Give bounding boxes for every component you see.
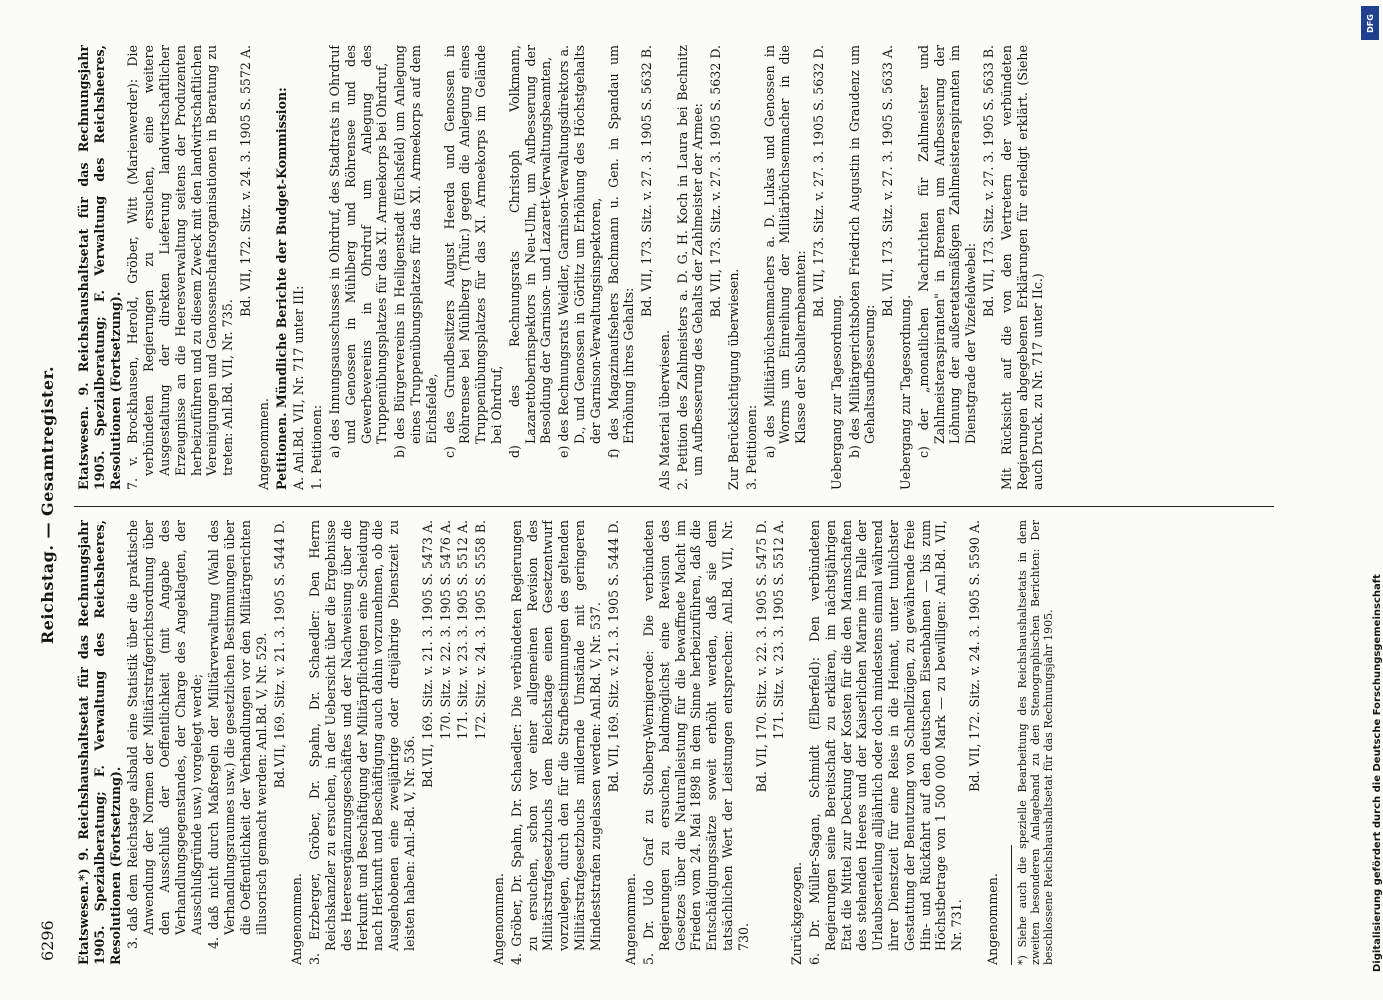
reference: 172. Sitz. v. 24. 3. 1905 S. 5558 B. (473, 520, 489, 740)
left-column (76, 520, 1276, 965)
petition-item: a) des Innungsausschusses in Ohrdruf, des Stadtrats in Ohrdruf und Genossen in Mühlberg und Röhrensee und des Gewerbevereins in Ohrdruf um Anlegung des Truppenübungsplatzes für das XI. Armeekorps bei Ohrdruf, (326, 45, 390, 458)
petition-item: f) des Magazinaufsehers Bachmann u. Gen. in Spandau um Erhöhung ihres Gehalts: (605, 45, 637, 458)
reference: Bd. VII, 173. Sitz. v. 27. 3. 1905 S. 5633 B. (981, 45, 997, 318)
reference: Bd. VII, 170. Sitz. v. 22. 3. 1905 S. 5475 D. (753, 520, 769, 793)
dfg-logo-text: DFG (1365, 13, 1375, 33)
resolution-item: 3. daß dem Reichstage alsbald eine Statistik über die praktische Anwendung der Normen der Militärstrafgerichtsordnung über den Ausschluß der Oeffentlichkeit (mit Angabe des Verhandlungsgegenstandes, der Charge des Angeklagten, der Ausschlußgründe usw.) vorgelegt werde; (125, 520, 204, 949)
petition-group: 3. Petitionen: (743, 404, 759, 490)
footnote-rule (1011, 845, 1012, 965)
dfg-logo (1361, 6, 1379, 40)
footnote: *) Siehe auch die spezielle Bearbeitung des Reichshaushaltsetats in dem zweiten besonderen Anlageband zu den Stenographischen Berichten: Der beschlossene Reichshaushaltsetat für das Rechnungsjahr 1905. (1015, 520, 1055, 965)
credit-text: Digitalisierung gefördert durch die Deutsche Forschungsgemeinschaft (1372, 574, 1383, 972)
digitization-credit (1345, 12, 1383, 992)
outcome: Als Material überwiesen. (656, 329, 672, 490)
reference: Bd.VII, 169. Sitz. v. 21. 3. 1905 S. 5444 D. (271, 520, 287, 789)
petition-item: a) des Militärbüchsenmachers a. D. Lukas und Genossen in Worms um Einreihung der Militärbüchsenmacher in die Klasse der Subalternbeamten: (761, 45, 809, 458)
resolution-item: 4. daß nicht durch Maßregeln der Militärverwaltung (Wahl des Verhandlungsraumes usw.) die gesetzlichen Bestimmungen über die Oeffentlichkeit der Verhandlungen vor den Militärgerichten illusorisch gemacht werden: Anl.Bd. V, Nr. 529. (206, 520, 269, 949)
petition-item: e) des Rechnungsrats Weidler, Garnison-Verwaltungsdirektors a. D., und Genossen in Görlitz um Erhöhung des Höchstgehalts der Garnison-Verwaltungsinspektoren, (556, 45, 603, 458)
reference: Bd. VII, 173. Sitz. v. 27. 3. 1905 S. 5632 B. (639, 45, 655, 318)
resolution-item: 6. Dr. Müller-Sagan, Schmidt (Elberfeld): Den verbündeten Regierungen seine Bereitschaft zu erklären, im nächstjährigen Etat die Mittel zur Deckung der Kosten für die den Mannschaften des stehenden Heeres und der Kaiserlichen Marine im Falle der Urlaubserteilung alljährlich oder doch mindestens einmal während ihrer Dienstzeit für eine Reise in die Heimat, unter tunlichster Gestattung der Benutzung von Schnellzügen, zu gewährende freie Hin- und Rückfahrt auf den deutschen Eisenbahnen — bis zum Höchstbetrage von 1 500 000 Mark — zu bewilligen: Anl.Bd. VII, Nr. 731. (807, 520, 965, 965)
reference: Bd. VII, 173. Sitz. v. 27. 3. 1905 S. 5632 D. (811, 45, 827, 318)
subsection-label: A. Anl.Bd. VII, Nr. 717 unter III: (291, 285, 307, 490)
subsection-heading: Petitionen. Mündliche Berichte der Budget-Kommission: (273, 87, 289, 490)
section-heading: Etatswesen.*) 9. Reichshaushaltsetat für das Rechnungsjahr 1905. Spezialberatung; F. Verwaltung des Reichsheeres, Resolutionen (Fortsetzung). (76, 520, 123, 965)
reference: 171. Sitz. v. 23. 3. 1905 S. 5512 A. (455, 520, 471, 740)
outcome: Angenommen. (490, 873, 506, 965)
outcome: Angenommen. (289, 873, 305, 965)
column-divider (74, 506, 1274, 507)
resolution-item: 5. Dr. Udo Graf zu Stolberg-Wernigerode: Die verbündeten Regierungen zu ersuchen, baldmöglichst eine Revision des Gesetzes über die Naturalleistung für die bewaffnete Macht im Frieden vom 24. Mai 1898 in dem Sinne herbeizuführen, daß die Entschädigungssätze soweit erhöht werden, daß sie dem tatsächlichen Wert der Leistungen entsprechen: Anl.Bd. VII, Nr. 730. (641, 520, 751, 965)
outcome: Uebergang zur Tagesordnung. (898, 294, 914, 490)
page-title: Reichstag. — Gesamtregister. (38, 365, 57, 645)
reference: 170. Sitz. v. 22. 3. 1905 S. 5476 A. (437, 520, 453, 740)
petition-group: 1. Petitionen: (309, 404, 325, 490)
right-column (76, 45, 1276, 490)
resolution-item: 7. v. Brockhausen, Herold, Gröber, Witt (Marienwerder): Die verbündeten Regierungen zu ersuchen, eine weitere Ausgestaltung der direkten Lieferung landwirtschaftlicher Erzeugnisse an die Heeresverwaltung seitens der Produzenten herbeizuführen und zu diesem Zweck mit den landwirtschaftlichen Vereinigungen und Genossenschaftsorganisationen in Beratung zu treten: Anl.Bd. VII, Nr. 735. (125, 45, 236, 490)
outcome: Angenommen. (623, 873, 639, 965)
page-header (30, 35, 70, 975)
reference: Bd. VII, 173. Sitz. v. 27. 3. 1905 S. 5632 D. (708, 45, 724, 318)
petition-item: c) des Grundbesitzers August Heerda und Genossen in Röhrensee bei Mühlberg (Thür.) gegen die Anlegung eines Truppenübungsplatzes für das XI. Armeekorps im Gelände bei Ohrdruf, (441, 45, 504, 458)
reference: Bd.VII, 169. Sitz. v. 21. 3. 1905 S. 5473 A. (419, 520, 435, 788)
reference: Bd. VII, 172. Sitz. v. 24. 3. 1905 S. 5572 A. (237, 45, 253, 317)
reference: Bd. VII, 173. Sitz. v. 27. 3. 1905 S. 5633 A. (880, 45, 896, 317)
petition-item: c) der „monatlichen Nachrichten für Zahlmeister und Zahlmeisteraspiranten" in Bremen um Aufbesserung der Löhnung der außeretatsmäßigen Zahlmeisteraspiranten im Dienstgrade der Vizefeldwebel: (915, 45, 979, 458)
reference: Bd. VII, 172. Sitz. v. 24. 3. 1905 S. 5590 A. (967, 520, 983, 792)
outcome: Mit Rücksicht auf die von den Vertretern der verbündeten Regierungen abgegebenen Erklärungen für erledigt erklärt. (Siehe auch Druck. zu Nr. 717 unter IIc.) (998, 45, 1046, 490)
reference: 171. Sitz. v. 23. 3. 1905 S. 5512 A. (771, 520, 787, 740)
petition-item: d) des Rechnungsrats Christoph Volkmann, Lazarettoberinspektors in Neu-Ulm, um Aufbesserung der Besoldung der Garnison- und Lazarett-Verwaltungsbeamten, (506, 45, 554, 458)
petition-item: b) des Militärgerichtsboten Friedrich Augustin in Graudenz um Gehaltsaufbesserung: (846, 45, 878, 458)
resolution-item: 4. Gröber, Dr. Spahn, Dr. Schaedler: Die verbündeten Regierungen zu ersuchen, schon vor einer allgemeinen Revision des Militärstrafgesetzbuchs dem Reichstage einen Gesetzentwurf vorzulegen, durch den für die Strafbestimmungen des geltenden Militärstrafgesetzbuchs mildernde Umstände mit geringeren Mindeststrafen zugelassen werden: Anl.Bd. V, Nr. 537. (508, 520, 603, 965)
section-heading: Etatswesen. 9. Reichshaushaltsetat für das Rechnungsjahr 1905. Spezialberatung; F. Verwaltung des Reichsheeres, Resolutionen (Fortsetzung). (76, 45, 123, 490)
rotated-page (30, 35, 1330, 975)
reference: Bd. VII, 169. Sitz. v. 21. 3. 1905 S. 5444 D. (605, 520, 621, 793)
outcome: Angenommen. (984, 873, 1000, 965)
resolution-item: 3. Erzberger, Gröber, Dr. Spahn, Dr. Schaedler: Den Herrn Reichskanzler zu ersuchen, in der Uebersicht über die Ergebnisse des Heeresergänzungsgeschäftes und der Nachweisung über die Herkunft und Beschäftigung der Militärpflichtigen eine Scheidung nach Herkunft und Beschäftigung auch dahin vorzunehmen, ob die Ausgehobenen eine zweijährige oder dreijährige Dienstzeit zu leisten haben: Anl.-Bd. V, Nr. 536. (307, 520, 417, 965)
outcome: Zurückgezogen. (789, 861, 805, 965)
outcome: Uebergang zur Tagesordnung. (828, 294, 844, 490)
petition-group: 2. Petition des Zahlmeisters a. D. G. H. Koch in Laura bei Bechnitz um Aufbesserung des Gehalts der Zahlmeister der Armee: (674, 45, 706, 490)
outcome: Zur Berücksichtigung überwiesen. (726, 268, 742, 490)
page-number: 6296 (38, 920, 57, 961)
petition-item: b) des Bürgervereins in Heiligenstadt (Eichsfeld) um Anlegung eines Truppenübungsplatzes für das XI. Armeekorps auf dem Eichsfelde, (392, 45, 439, 458)
outcome: Angenommen. (255, 398, 271, 490)
